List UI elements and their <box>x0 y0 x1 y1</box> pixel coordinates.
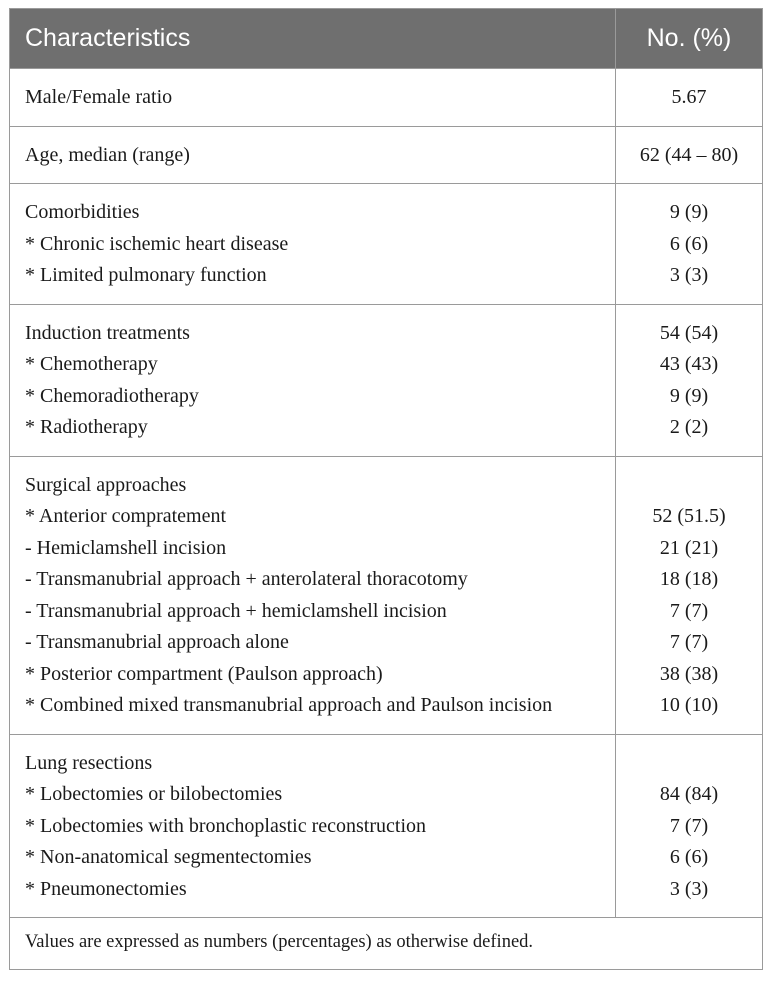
row-value: 5.67 <box>671 86 707 108</box>
table-footnote: Values are expressed as numbers (percentages) as otherwise defined. <box>10 917 762 969</box>
row-label: * Chemotherapy <box>25 353 158 375</box>
row-label: Age, median (range) <box>25 143 190 166</box>
row-label: Surgical approaches <box>25 473 187 496</box>
table-header <box>10 9 762 68</box>
table-row <box>10 126 762 184</box>
row-label: Lung resections <box>25 751 153 774</box>
row-value: 2 (2) <box>669 416 709 438</box>
row-label: - Transmanubrial approach + hemiclamshell incision <box>25 599 447 622</box>
row-label: * Limited pulmonary function <box>25 264 267 286</box>
table-row <box>10 304 762 456</box>
header-count-percent: No. (%) <box>646 24 732 52</box>
row-value: 38 (38) <box>659 662 719 685</box>
characteristics-table <box>9 8 763 970</box>
row-label: * Pneumonectomies <box>25 877 187 900</box>
row-label: * Posterior compartment (Paulson approach) <box>25 662 383 685</box>
row-value: 3 (3) <box>669 877 709 900</box>
row-label: * Lobectomies or bilobectomies <box>25 783 283 805</box>
row-label: - Transmanubrial approach alone <box>25 631 289 653</box>
header-characteristics: Characteristics <box>10 9 616 68</box>
row-value: 9 (9) <box>669 384 709 407</box>
row-label: Male/Female ratio <box>25 86 173 108</box>
row-label: Induction treatments <box>25 321 190 344</box>
row-label: * Lobectomies with bronchoplastic reconstruction <box>25 814 427 837</box>
row-value: 10 (10) <box>659 694 719 716</box>
row-value: 52 (51.5) <box>652 505 726 527</box>
row-value: 84 (84) <box>659 783 719 805</box>
row-value: 9 (9) <box>669 201 709 223</box>
row-label: * Combined mixed transmanubrial approach and Paulson incision <box>25 694 553 716</box>
row-value: 18 (18) <box>659 568 719 590</box>
row-value: 6 (6) <box>669 846 709 868</box>
row-value: 7 (7) <box>669 631 709 653</box>
table-row <box>10 68 762 126</box>
row-label: * Non-anatomical segmentectomies <box>25 846 312 868</box>
row-label: * Radiotherapy <box>25 416 148 438</box>
row-label: - Transmanubrial approach + anterolateral thoracotomy <box>25 568 468 590</box>
row-value <box>616 748 762 780</box>
table-row <box>10 456 762 734</box>
table-row <box>10 734 762 918</box>
row-label: * Chronic ischemic heart disease <box>25 232 289 255</box>
row-value: 21 (21) <box>659 536 719 559</box>
row-label: * Chemoradiotherapy <box>25 384 199 407</box>
row-value: 3 (3) <box>669 264 709 286</box>
row-value: 7 (7) <box>669 814 709 837</box>
row-value: 62 (44 – 80) <box>639 143 739 166</box>
row-value: 43 (43) <box>659 353 719 375</box>
row-value: 7 (7) <box>669 599 709 622</box>
table-row <box>10 183 762 304</box>
row-value: 54 (54) <box>659 321 719 344</box>
row-label: * Anterior compratement <box>25 505 227 527</box>
row-value <box>616 470 762 502</box>
row-label: Comorbidities <box>25 201 140 223</box>
row-value: 6 (6) <box>669 232 709 255</box>
row-label: - Hemiclamshell incision <box>25 536 227 559</box>
